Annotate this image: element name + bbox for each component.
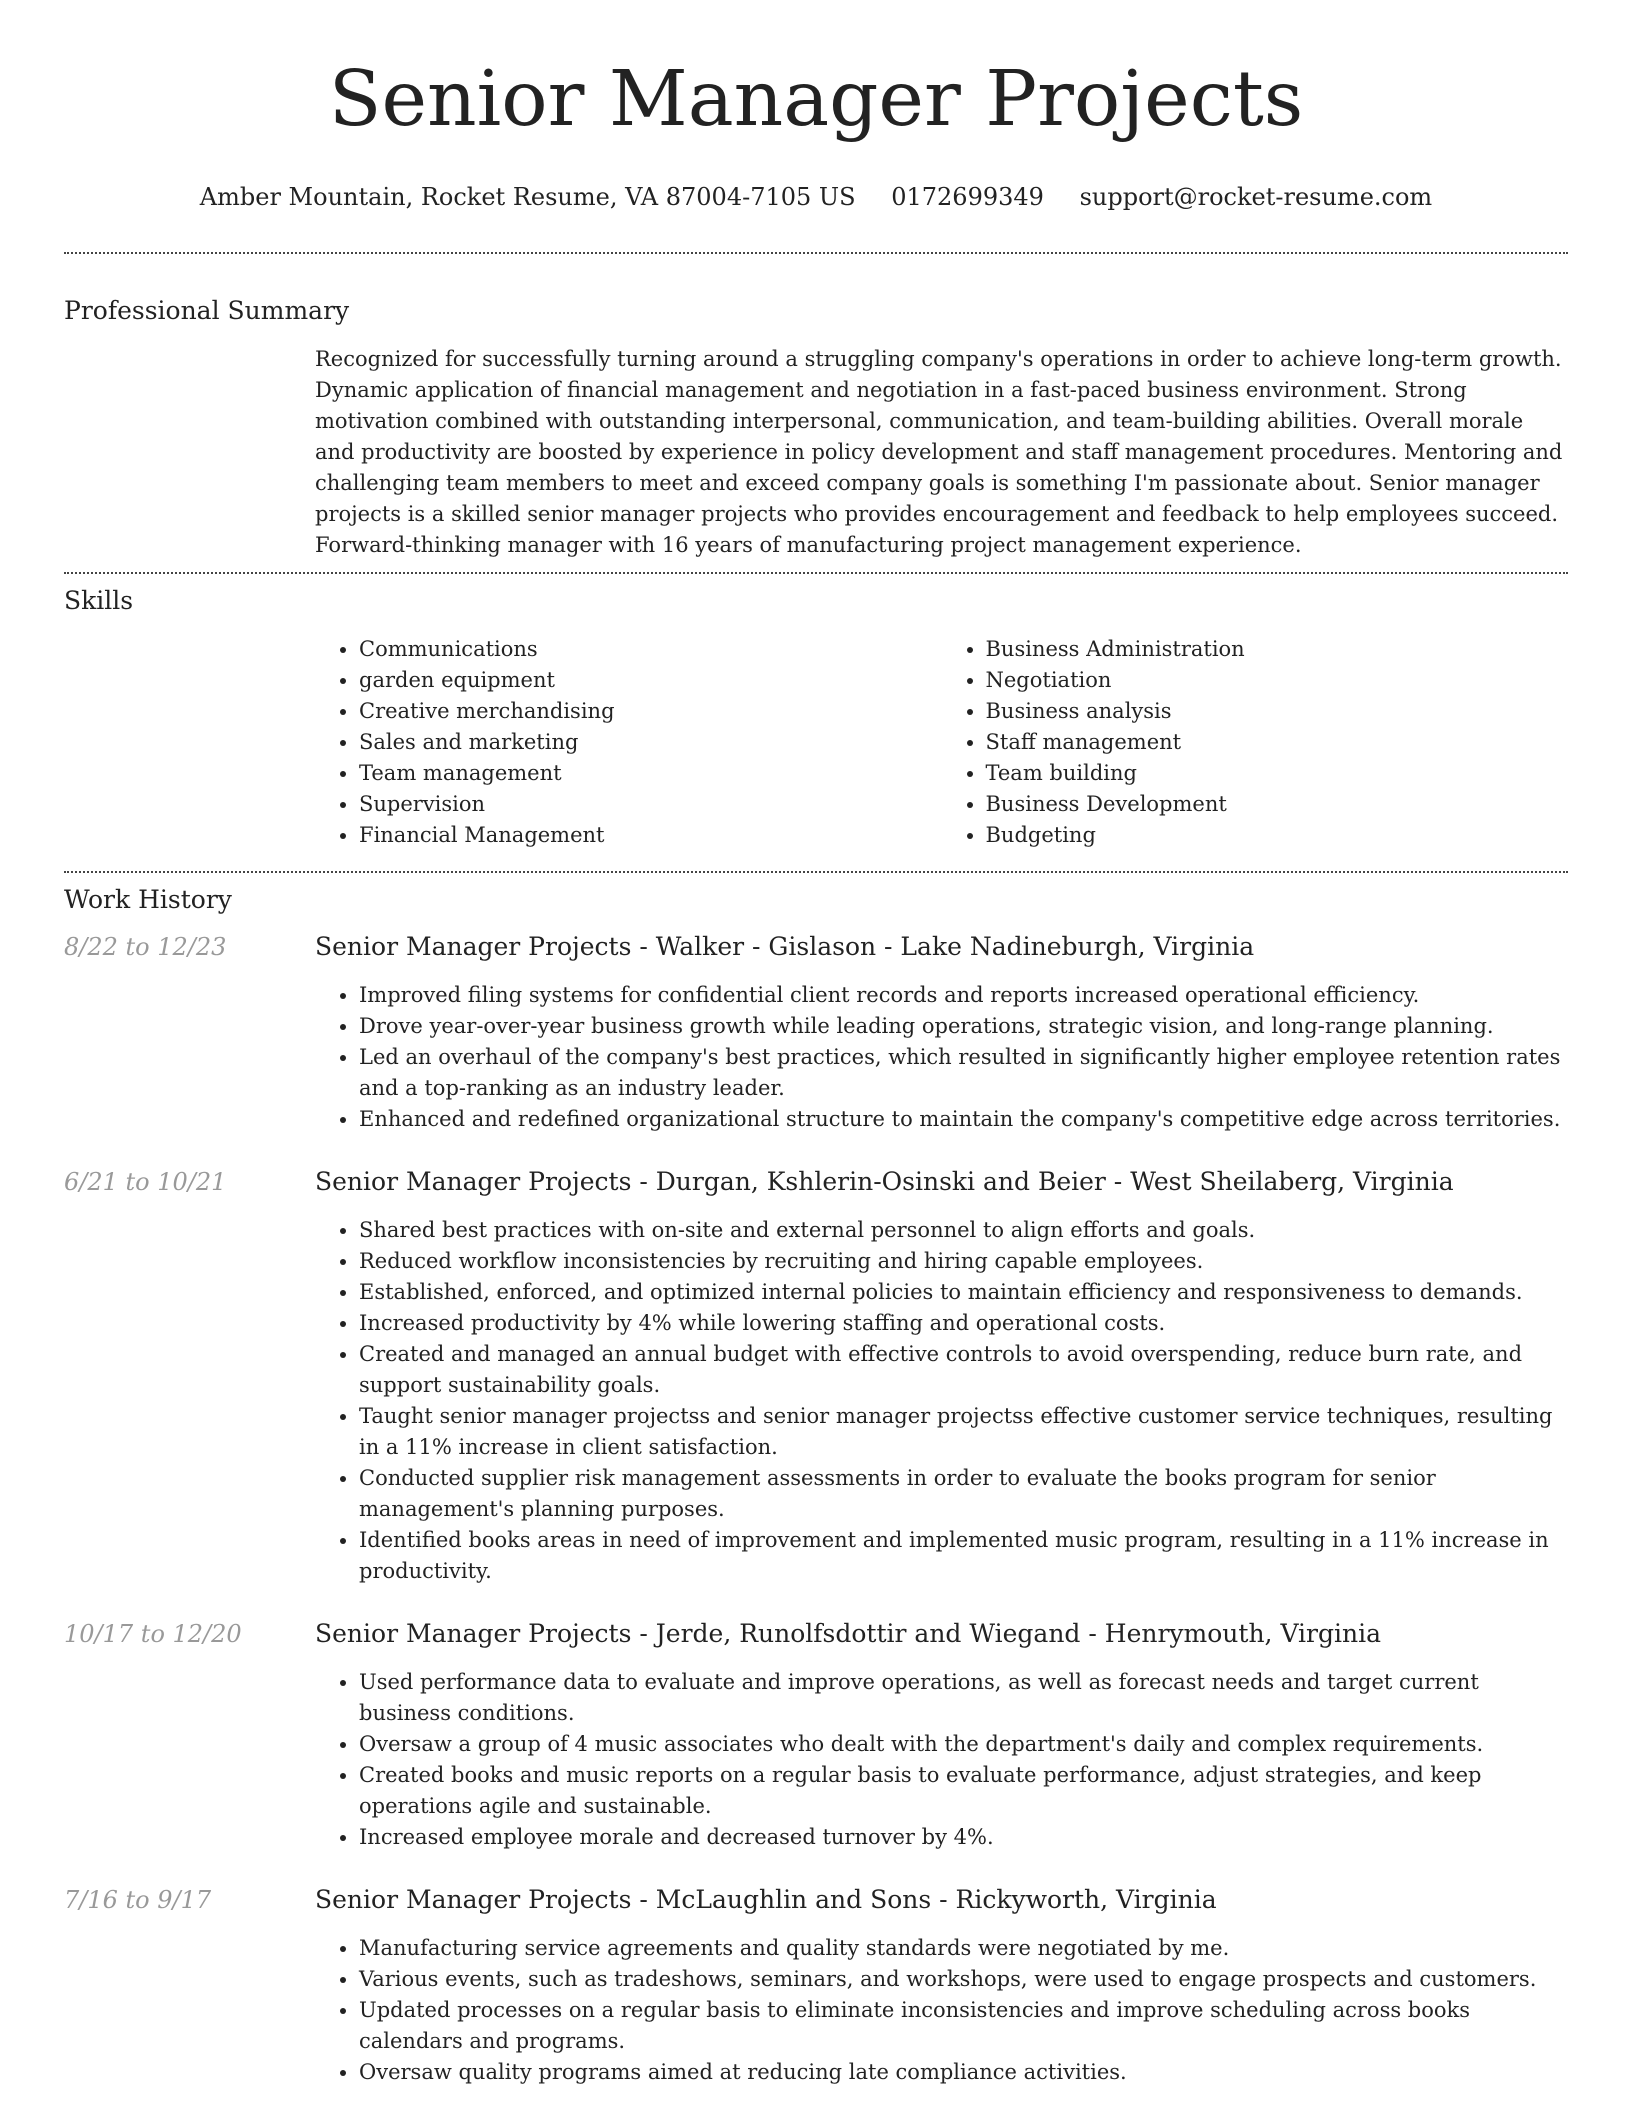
- list-item: • Conducted supplier risk management assessments in order to evaluate the books program for senior management's planning purposes.: [359, 1463, 1568, 1525]
- contact-line: [64, 182, 1568, 212]
- job-title: Senior Manager Projects - McLaughlin and Sons - Rickyworth, Virginia: [315, 1885, 1217, 1914]
- job-title: Senior Manager Projects - Durgan, Kshlerin-Osinski and Beier - West Sheilaberg, Virginia: [315, 1167, 1454, 1196]
- summary-text: Recognized for successfully turning around a struggling company's operations in order to achieve long-term growth. Dynamic application of financial management and negotiation in a fast-paced business environment. Strong motivation combined with outstanding interpersonal, communication, and team-building abilities. Overall morale and productivity are boosted by experience in policy development and staff management procedures. Mentoring and challenging team members to meet and exceed company goals is something I'm passionate about. Senior manager projects is a skilled senior manager projects who provides encouragement and feedback to help employees succeed. Forward-thinking manager with 16 years of manufacturing project management experience.: [315, 347, 1563, 557]
- list-item: • Staff management: [986, 727, 1569, 758]
- contact-address: Amber Mountain, Rocket Resume, VA 87004-7105 US: [199, 183, 856, 211]
- list-item: • Improved filing systems for confidential client records and reports increased operational efficiency.: [359, 980, 1568, 1011]
- contact-email: support@rocket-resume.com: [1079, 183, 1433, 211]
- job-entry: [64, 1166, 1568, 1587]
- job-title: Senior Manager Projects - Jerde, Runolfsdottir and Wiegand - Henrymouth, Virginia: [315, 1619, 1382, 1648]
- list-item: • Increased productivity by 4% while lowering staffing and operational costs.: [359, 1308, 1568, 1339]
- job-title: Senior Manager Projects - Walker - Gislason - Lake Nadineburgh, Virginia: [315, 932, 1255, 961]
- job-bullets: [315, 1215, 1568, 1587]
- contact-phone: 0172699349: [891, 183, 1044, 211]
- list-item: • Taught senior manager projectss and senior manager projectss effective customer service techniques, resulting in a 11% increase in client satisfaction.: [359, 1401, 1568, 1463]
- divider: [64, 572, 1568, 574]
- list-item: • Enhanced and redefined organizational structure to maintain the company's competitive edge across territories.: [359, 1104, 1568, 1135]
- list-item: • Oversaw quality programs aimed at reducing late compliance activities.: [359, 2057, 1568, 2088]
- job-details: [315, 1166, 1568, 1587]
- list-item: • Established, enforced, and optimized internal policies to maintain efficiency and responsiveness to demands.: [359, 1277, 1568, 1308]
- job-dates: 8/22 to 12/23: [64, 933, 227, 961]
- list-item: • Communications: [359, 634, 942, 665]
- resume-title: Senior Manager Projects: [328, 55, 1304, 144]
- job-bullets: [315, 980, 1568, 1135]
- list-item: • Business analysis: [986, 696, 1569, 727]
- job-bullets: [315, 1667, 1568, 1853]
- divider: [64, 252, 1568, 254]
- list-item: • Identified books areas in need of improvement and implemented music program, resulting in a 11% increase in productivity.: [359, 1525, 1568, 1587]
- list-item: • Updated processes on a regular basis to eliminate inconsistencies and improve scheduling across books calendars and programs.: [359, 1995, 1568, 2057]
- list-item: • Supervision: [359, 789, 942, 820]
- job-dates: 6/21 to 10/21: [64, 1168, 227, 1196]
- job-dates: 10/17 to 12/20: [64, 1620, 242, 1648]
- job-details: [315, 931, 1568, 1135]
- list-item: • Led an overhaul of the company's best practices, which resulted in significantly higher employee retention rates and a top-ranking as an industry leader.: [359, 1042, 1568, 1104]
- job-entry: [64, 1618, 1568, 1853]
- skills-columns: [315, 634, 1568, 851]
- list-item: • Various events, such as tradeshows, seminars, and workshops, were used to engage prospects and customers.: [359, 1964, 1568, 1995]
- list-item: • Creative merchandising: [359, 696, 942, 727]
- list-item: • Business Development: [986, 789, 1569, 820]
- list-item: • Team building: [986, 758, 1569, 789]
- list-item: • Oversaw a group of 4 music associates who dealt with the department's daily and complex requirements.: [359, 1729, 1568, 1760]
- job-bullets: [315, 1933, 1568, 2088]
- list-item: • Used performance data to evaluate and improve operations, as well as forecast needs and target current business conditions.: [359, 1667, 1568, 1729]
- job-details: [315, 1618, 1568, 1853]
- list-item: • Created books and music reports on a regular basis to evaluate performance, adjust strategies, and keep operations agile and sustainable.: [359, 1760, 1568, 1822]
- list-item: • Sales and marketing: [359, 727, 942, 758]
- list-item: • Drove year-over-year business growth while leading operations, strategic vision, and long-range planning.: [359, 1011, 1568, 1042]
- list-item: • Shared best practices with on-site and external personnel to align efforts and goals.: [359, 1215, 1568, 1246]
- list-item: • Budgeting: [986, 820, 1569, 851]
- work-history-list: [64, 931, 1568, 2088]
- job-dates: 7/16 to 9/17: [64, 1886, 212, 1914]
- list-item: • Negotiation: [986, 665, 1569, 696]
- section-heading-work-history: Work History: [64, 885, 232, 914]
- list-item: • Financial Management: [359, 820, 942, 851]
- skills-list-right: [942, 634, 1569, 851]
- list-item: • Increased employee morale and decreased turnover by 4%.: [359, 1822, 1568, 1853]
- section-heading-skills: Skills: [64, 586, 134, 615]
- list-item: • Manufacturing service agreements and quality standards were negotiated by me.: [359, 1933, 1568, 1964]
- job-entry: [64, 1884, 1568, 2088]
- skills-list-left: [315, 634, 942, 851]
- job-details: [315, 1884, 1568, 2088]
- list-item: • Created and managed an annual budget with effective controls to avoid overspending, reduce burn rate, and support sustainability goals.: [359, 1339, 1568, 1401]
- list-item: • Reduced workflow inconsistencies by recruiting and hiring capable employees.: [359, 1246, 1568, 1277]
- list-item: • Business Administration: [986, 634, 1569, 665]
- list-item: • garden equipment: [359, 665, 942, 696]
- section-heading-summary: Professional Summary: [64, 296, 350, 325]
- job-entry: [64, 931, 1568, 1135]
- divider: [64, 871, 1568, 873]
- list-item: • Team management: [359, 758, 942, 789]
